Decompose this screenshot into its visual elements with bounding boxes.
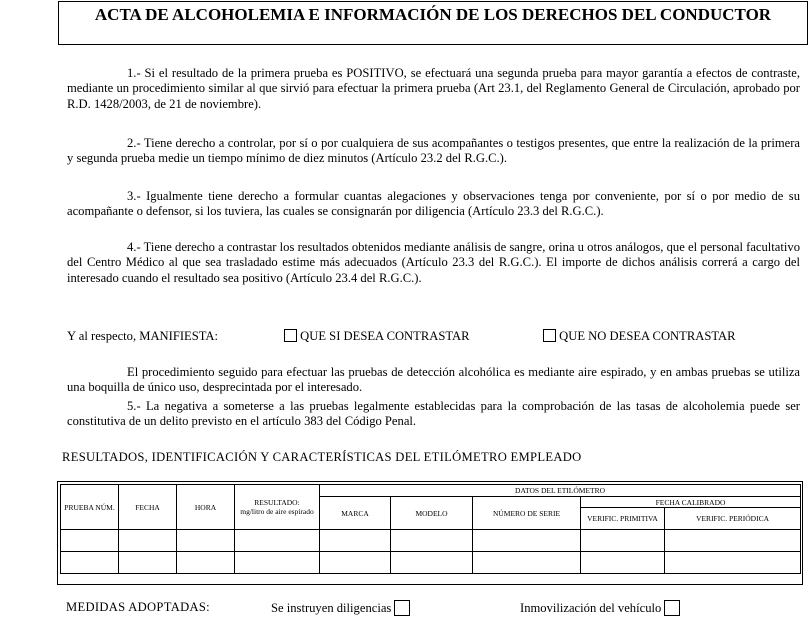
cell-marca[interactable] bbox=[320, 552, 391, 574]
paragraph-2-text: 2.- Tiene derecho a controlar, por sí o por cualquiera de sus acompañantes o testigos presentes, que entre la realización de la primera y segunda prueba medie un tiempo mínimo de diez minutos (Artículo 23.2 del R.G.C.). bbox=[67, 136, 800, 166]
results-table bbox=[60, 484, 801, 574]
cell-fecha[interactable] bbox=[119, 552, 177, 574]
checkbox-no-icon[interactable] bbox=[543, 329, 556, 342]
option-no-desea-contrastar[interactable] bbox=[543, 329, 736, 344]
option-diligencias[interactable] bbox=[271, 600, 410, 616]
paragraph-5-text: 5.- La negativa a someterse a las pruebas legalmente establecidas para la comprobación de las tasas de alcoholemia puede ser constitutiva de un delito previsto en el artículo 383 del Código Penal. bbox=[67, 399, 800, 429]
cell-verif-periodica[interactable] bbox=[665, 552, 801, 574]
cell-resultado[interactable] bbox=[235, 530, 320, 552]
results-heading: RESULTADOS, IDENTIFICACIÓN Y CARACTERÍSTICAS DEL ETILÓMETRO EMPLEADO bbox=[62, 450, 582, 464]
procedure-paragraph-text: El procedimiento seguido para efectuar las pruebas de detección alcohólica es mediante aire espirado, y en ambas pruebas se utiliza una boquilla de único uso, desprecintada por el interesado. bbox=[67, 365, 800, 395]
paragraph-3 bbox=[67, 189, 800, 220]
cell-numero-serie[interactable] bbox=[473, 530, 581, 552]
cell-modelo[interactable] bbox=[391, 552, 473, 574]
medidas-label: MEDIDAS ADOPTADAS: bbox=[66, 600, 210, 614]
cell-prueba[interactable] bbox=[61, 552, 119, 574]
header-fecha-calibrado: FECHA CALIBRADO bbox=[581, 497, 801, 508]
cell-hora[interactable] bbox=[177, 530, 235, 552]
checkbox-inmovilizacion-icon[interactable] bbox=[664, 600, 680, 616]
page-title: ACTA DE ALCOHOLEMIA E INFORMACIÓN DE LOS DERECHOS DEL CONDUCTOR bbox=[58, 1, 808, 45]
cell-numero-serie[interactable] bbox=[473, 552, 581, 574]
cell-prueba[interactable] bbox=[61, 530, 119, 552]
cell-verif-periodica[interactable] bbox=[665, 530, 801, 552]
option-si-desea-contrastar[interactable] bbox=[284, 329, 470, 344]
header-verif-primitiva: VERIFIC. PRIMITIVA bbox=[581, 508, 665, 530]
header-hora: HORA bbox=[177, 485, 235, 530]
header-resultado-label: RESULTADO: bbox=[254, 498, 300, 507]
cell-marca[interactable] bbox=[320, 530, 391, 552]
header-verif-periodica: VERIFIC. PERIÓDICA bbox=[665, 508, 801, 530]
paragraph-2 bbox=[67, 136, 800, 167]
cell-resultado[interactable] bbox=[235, 552, 320, 574]
header-resultado bbox=[235, 485, 320, 530]
header-datos-etilometro: DATOS DEL ETILÓMETRO bbox=[320, 485, 801, 497]
option-inmovilizacion[interactable] bbox=[520, 600, 680, 616]
option-si-label: QUE SI DESEA CONTRASTAR bbox=[300, 329, 470, 343]
option-no-label: QUE NO DESEA CONTRASTAR bbox=[559, 329, 736, 343]
paragraph-3-text: 3.- Igualmente tiene derecho a formular cuantas alegaciones y observaciones tenga por conveniente, por sí o por medio de su acompañante o defensor, si los tuviera, las cuales se consignarán por diligencia (Artículo 23.3 del R.G.C.). bbox=[67, 189, 800, 219]
diligencias-label: Se instruyen diligencias bbox=[271, 601, 392, 615]
paragraph-1-text: 1.- Si el resultado de la primera prueba es POSITIVO, se efectuará una segunda prueba para mayor garantía a efectos de contraste, mediante un procedimiento similar al que sirvió para efectuar la primera prueba (Art 23.1, del Reglamento General de Circulación, aprobado por R.D. 1428/2003, de 21 de noviembre). bbox=[67, 66, 800, 111]
procedure-paragraph bbox=[67, 365, 800, 396]
inmovilizacion-label: Inmovilización del vehículo bbox=[520, 601, 662, 615]
manifiesta-label: Y al respecto, MANIFIESTA: bbox=[67, 329, 219, 343]
paragraph-4-text: 4.- Tiene derecho a contrastar los resultados obtenidos mediante análisis de sangre, orina u otros análogos, que el personal facultativo del Centro Médico al que sea trasladado estime más adecuados (Artículo 23.3 del R.G.C.). El importe de dichos análisis correrá a cargo del interesado cuando el resultado sea positivo (Artículo 23.4 del R.G.C.). bbox=[67, 240, 800, 285]
header-prueba-num: PRUEBA NÚM. bbox=[61, 485, 119, 530]
header-resultado-unit: mg/litro de aire espirado bbox=[240, 507, 314, 516]
cell-hora[interactable] bbox=[177, 552, 235, 574]
cell-modelo[interactable] bbox=[391, 530, 473, 552]
paragraph-5 bbox=[67, 399, 800, 430]
table-row bbox=[61, 552, 801, 574]
table-row bbox=[61, 530, 801, 552]
cell-fecha[interactable] bbox=[119, 530, 177, 552]
checkbox-si-icon[interactable] bbox=[284, 329, 297, 342]
checkbox-diligencias-icon[interactable] bbox=[394, 600, 410, 616]
header-marca: MARCA bbox=[320, 497, 391, 530]
header-fecha: FECHA bbox=[119, 485, 177, 530]
cell-verif-primitiva[interactable] bbox=[581, 530, 665, 552]
cell-verif-primitiva[interactable] bbox=[581, 552, 665, 574]
paragraph-4 bbox=[67, 240, 800, 286]
header-numero-serie: NÚMERO DE SERIE bbox=[473, 497, 581, 530]
paragraph-1 bbox=[67, 66, 800, 112]
header-modelo: MODELO bbox=[391, 497, 473, 530]
